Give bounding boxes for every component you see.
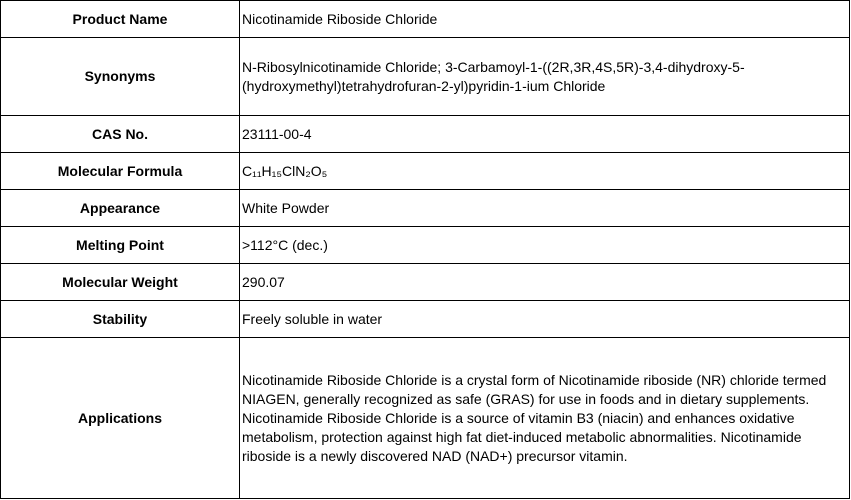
table-row-cas-no: [1, 116, 850, 153]
table-row-synonyms: [1, 38, 850, 116]
table-row-molecular-formula: [1, 153, 850, 190]
applications-label: Applications: [1, 338, 240, 499]
table-row-appearance: [1, 190, 850, 227]
appearance-label: Appearance: [1, 190, 240, 227]
applications-value: Nicotinamide Riboside Chloride is a crystal form of Nicotinamide riboside (NR) chloride termed NIAGEN, generally recognized as safe (GRAS) for use in foods and in dietary supplements. Nicotinamide Riboside Chloride is a source of vitamin B3 (niacin) and enhances oxidative metabolism, protection against high fat diet-induced metabolic abnormalities. Nicotinamide riboside is a newly discovered NAD (NAD+) precursor vitamin.: [240, 338, 850, 499]
table-row-stability: [1, 301, 850, 338]
stability-value: Freely soluble in water: [240, 301, 850, 338]
stability-label: Stability: [1, 301, 240, 338]
synonyms-value: N-Ribosylnicotinamide Chloride; 3-Carbamoyl-1-((2R,3R,4S,5R)-3,4-dihydroxy-5-(hydroxymethyl)tetrahydrofuran-2-yl)pyridin-1-ium Chloride: [240, 38, 850, 116]
table-row-molecular-weight: [1, 264, 850, 301]
synonyms-label: Synonyms: [1, 38, 240, 116]
melting-point-value: >112°C (dec.): [240, 227, 850, 264]
product-name-value: Nicotinamide Riboside Chloride: [240, 1, 850, 38]
molecular-weight-label: Molecular Weight: [1, 264, 240, 301]
table-row-melting-point: [1, 227, 850, 264]
table-row-product-name: [1, 1, 850, 38]
molecular-formula-label: Molecular Formula: [1, 153, 240, 190]
molecular-weight-value: 290.07: [240, 264, 850, 301]
molecular-formula-value: C₁₁H₁₅ClN₂O₅: [240, 153, 850, 190]
cas-no-label: CAS No.: [1, 116, 240, 153]
product-name-label: Product Name: [1, 1, 240, 38]
cas-no-value: 23111-00-4: [240, 116, 850, 153]
appearance-value: White Powder: [240, 190, 850, 227]
melting-point-label: Melting Point: [1, 227, 240, 264]
table-row-applications: [1, 338, 850, 499]
